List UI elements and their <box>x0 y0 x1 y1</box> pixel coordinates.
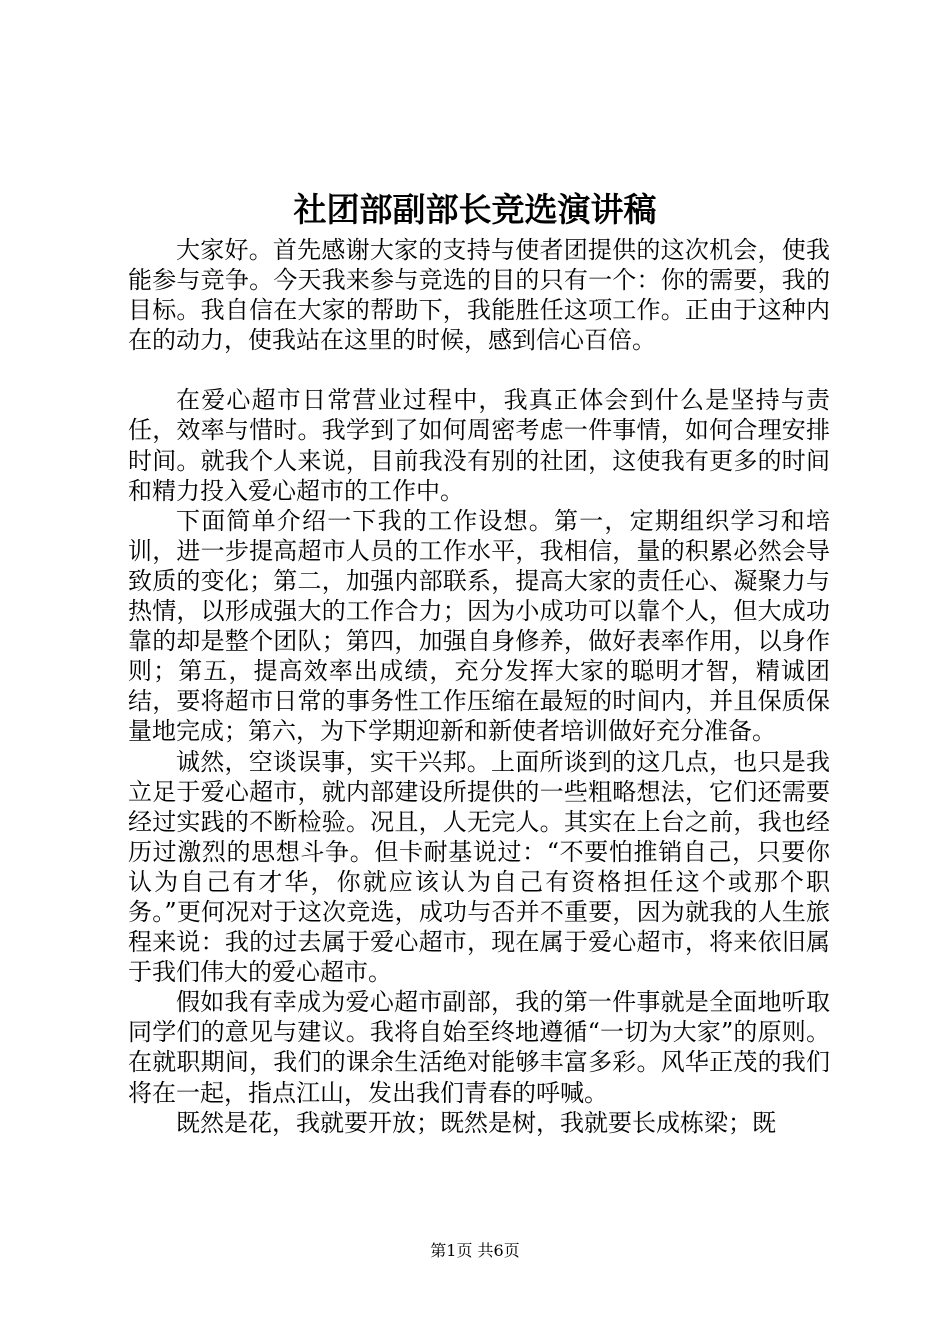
paragraph-4: 诚然，空谈误事，实干兴邦。上面所谈到的这几点，也只是我立足于爱心超市，就内部建设所提供的一些粗略想法，它们还需要经过实践的不断检验。况且，人无完人。其实在上台之前，我也经历过激烈的思想斗争。但卡耐基说过：“不要怕推销自己，只要你认为自己有才华，你就应该认为自己有资格担任这个或那个职务。”更何况对于这次竞选，成功与否并不重要，因为就我的人生旅程来说：我的过去属于爱心超市，现在属于爱心超市，将来依旧属于我们伟大的爱心超市。 <box>128 747 830 987</box>
document-body <box>128 235 830 1138</box>
paragraph-1: 大家好。首先感谢大家的支持与使者团提供的这次机会，使我能参与竞争。今天我来参与竞选的目的只有一个：你的需要，我的目标。我自信在大家的帮助下，我能胜任这项工作。正由于这种内在的动力，使我站在这里的时候，感到信心百倍。 <box>128 236 830 355</box>
document-title: 社团部副部长竞选演讲稿 <box>293 190 657 229</box>
paragraph-5: 假如我有幸成为爱心超市副部，我的第一件事就是全面地听取同学们的意见与建议。我将自始至终地遵循“一切为大家”的原则。在就职期间，我们的课余生活绝对能够丰富多彩。风华正茂的我们将在一起，指点江山，发出我们青春的呼喊。 <box>128 988 830 1107</box>
paragraph-2: 在爱心超市日常营业过程中，我真正体会到什么是坚持与责任，效率与惜时。我学到了如何周密考虑一件事情，如何合理安排时间。就我个人来说，目前我没有别的社团，这使我有更多的时间和精力投入爱心超市的工作中。 <box>128 386 830 505</box>
paragraph-6: 既然是花，我就要开放；既然是树，我就要长成栋梁；既 <box>176 1108 776 1137</box>
page-footer: 第1页 共6页 <box>430 1241 520 1260</box>
paragraph-3: 下面简单介绍一下我的工作设想。第一，定期组织学习和培训，进一步提高超市人员的工作水平，我相信，量的积累必然会导致质的变化；第二，加强内部联系，提高大家的责任心、凝聚力与热情，以形成强大的工作合力；因为小成功可以靠个人，但大成功靠的却是整个团队；第四，加强自身修养，做好表率作用，以身作则；第五，提高效率出成绩，充分发挥大家的聪明才智，精诚团结，要将超市日常的事务性工作压缩在最短的时间内，并且保质保量地完成；第六，为下学期迎新和新使者培训做好充分准备。 <box>128 506 830 746</box>
